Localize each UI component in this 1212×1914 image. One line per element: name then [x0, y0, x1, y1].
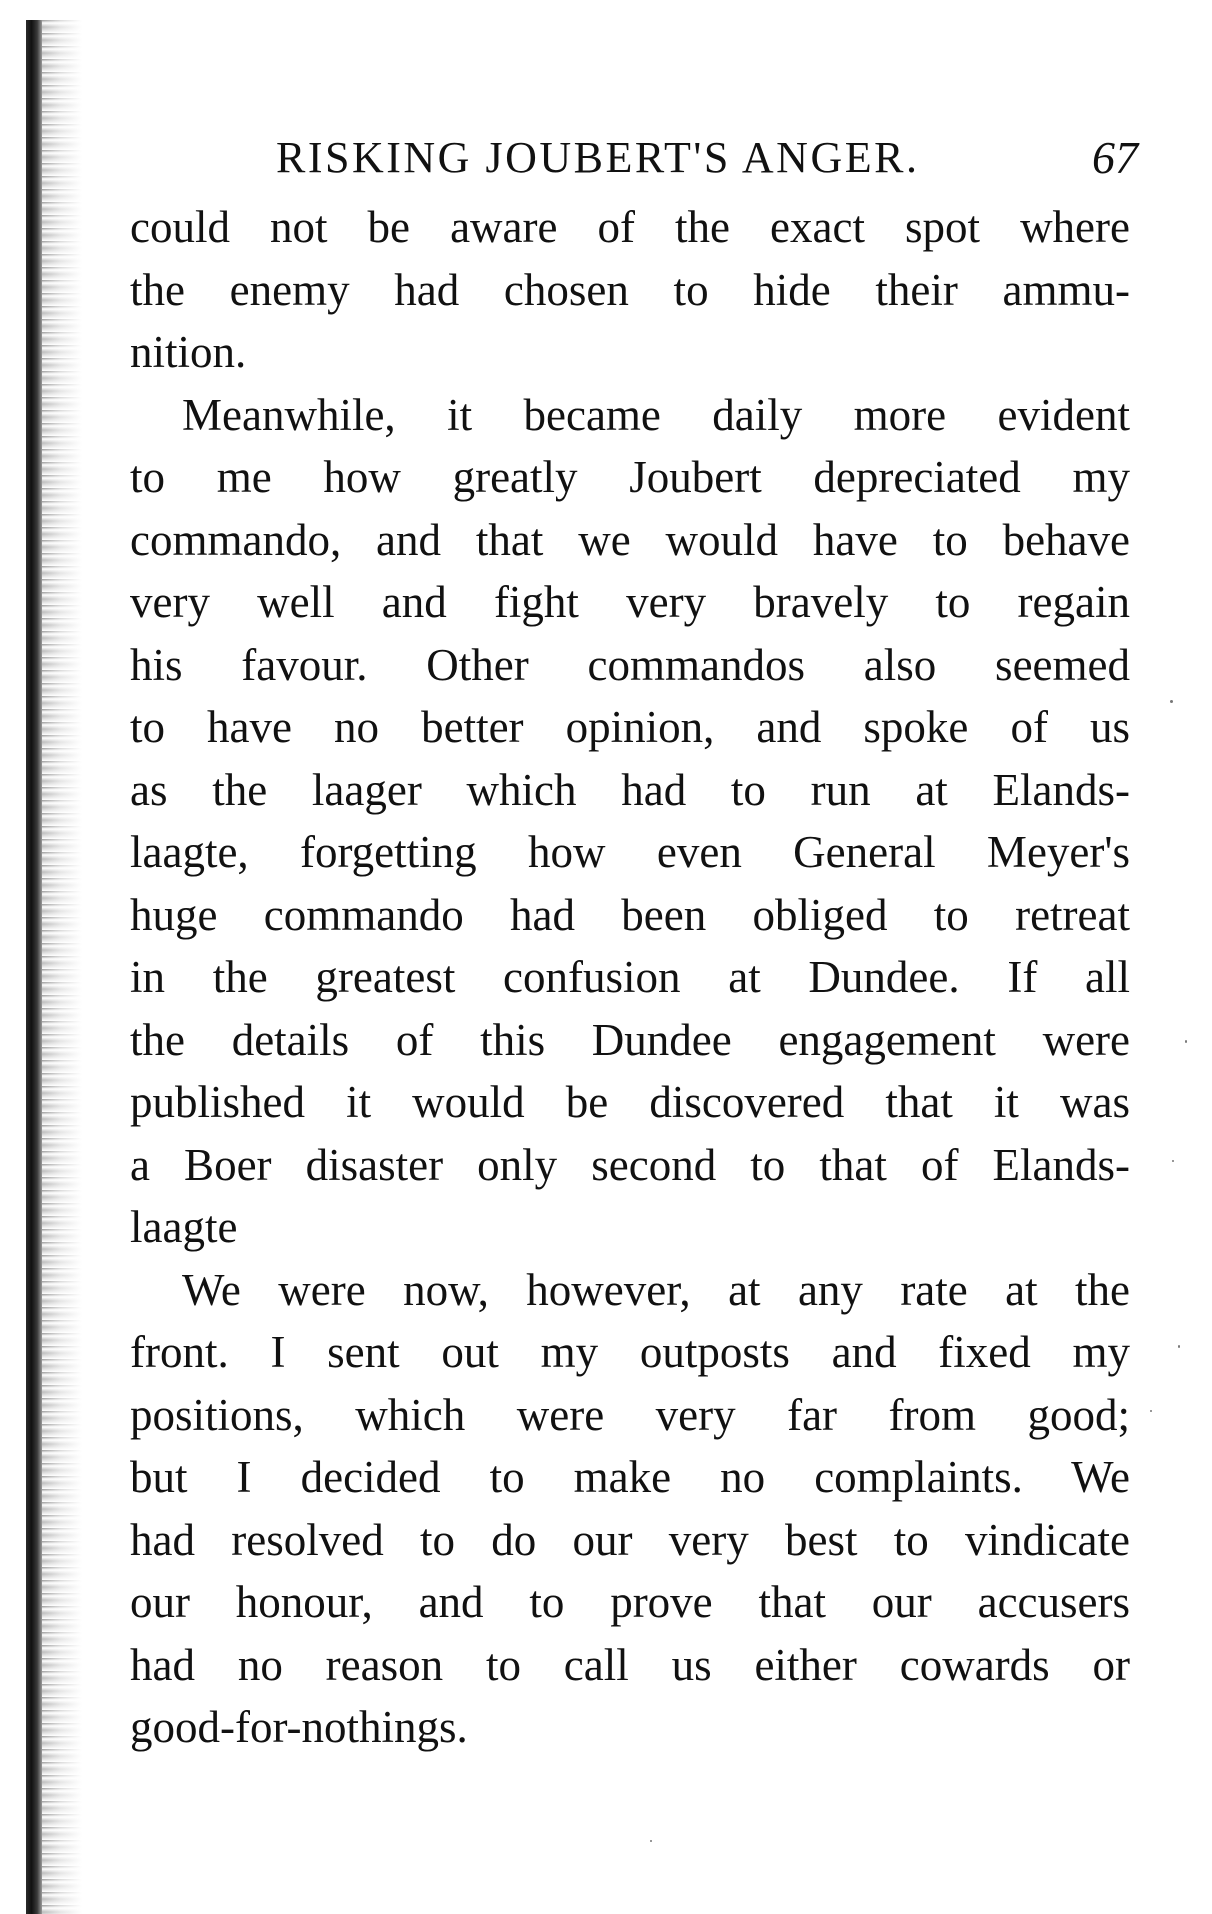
print-speck [1172, 1160, 1174, 1162]
text-line: a Boer disaster only second to that of Elands- [130, 1139, 1130, 1190]
print-speck [1178, 1345, 1180, 1348]
text-line: huge commando had been obliged to retreat [130, 889, 1130, 940]
text-line: Meanwhile, it became daily more evident [182, 389, 1130, 440]
text-line: commando, and that we would have to behave [130, 514, 1130, 565]
text-line: nition. [130, 327, 247, 377]
text-line: to me how greatly Joubert depreciated my [130, 452, 1130, 502]
text-line: the details of this Dundee engagement were [130, 1014, 1130, 1065]
text-line: in the greatest confusion at Dundee. If all [130, 952, 1130, 1002]
print-speck [1170, 700, 1173, 703]
book-spine-shadow [26, 20, 42, 1914]
print-speck [1150, 1410, 1152, 1412]
text-line: our honour, and to prove that our accusers [130, 1577, 1130, 1627]
text-line: positions, which were very far from good; [130, 1389, 1130, 1440]
text-line: the enemy had chosen to hide their ammu- [130, 264, 1130, 315]
running-title: RISKING JOUBERT'S ANGER. [276, 133, 920, 182]
page-number: 67 [1092, 132, 1138, 183]
text-line: published it would be discovered that it was [130, 1077, 1130, 1127]
text-line: We were now, however, at any rate at the [182, 1264, 1130, 1315]
text-line: laagte [130, 1202, 238, 1252]
page-header [276, 128, 1138, 188]
text-line: as the laager which had to run at Elands- [130, 764, 1130, 815]
text-line: laagte, forgetting how even General Meyer's [130, 827, 1130, 877]
text-line: could not be aware of the exact spot where [130, 202, 1130, 252]
print-speck [650, 1840, 652, 1842]
text-line: his favour. Other commandos also seemed [130, 639, 1130, 690]
text-line: front. I sent out my outposts and fixed my [130, 1327, 1130, 1377]
text-line: had resolved to do our very best to vindicate [130, 1514, 1130, 1565]
text-line: to have no better opinion, and spoke of us [130, 702, 1130, 752]
text-line: good-for-nothings. [130, 1702, 468, 1752]
text-line: but I decided to make no complaints. We [130, 1452, 1130, 1502]
text-line: very well and fight very bravely to regain [130, 577, 1130, 627]
book-spine-edge [42, 20, 82, 1914]
body-text [130, 196, 1130, 1759]
text-line: had no reason to call us either cowards or [130, 1639, 1130, 1690]
print-speck [1185, 1040, 1187, 1043]
